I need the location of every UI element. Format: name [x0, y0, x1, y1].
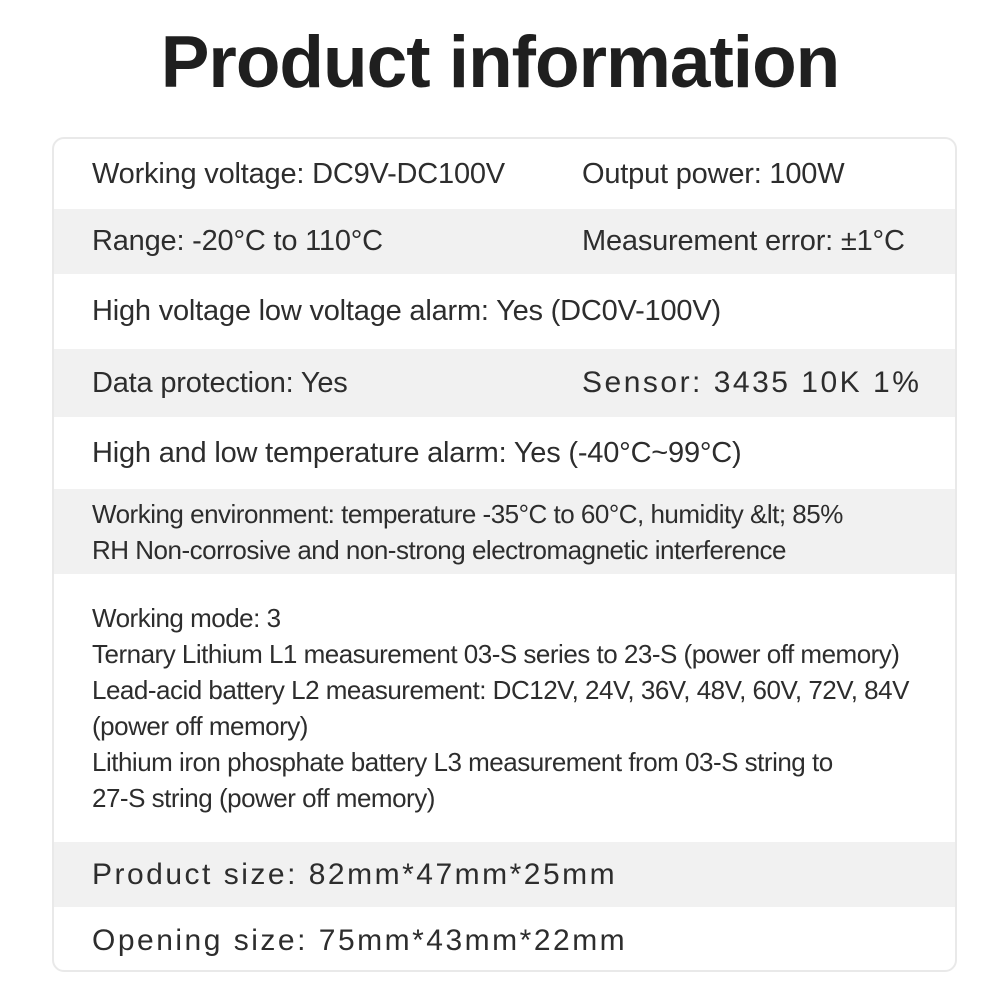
spec-environment: [92, 496, 843, 568]
page-title: Product information: [160, 22, 840, 103]
spec-sensor: Sensor: 3435 10K 1%: [582, 366, 922, 399]
spec-row-environment: [54, 489, 955, 574]
spec-working-mode-line: Lead-acid battery L2 measurement: DC12V, 24V, 36V, 48V, 60V, 72V, 84V: [92, 675, 909, 705]
spec-row-opening-size: [54, 907, 955, 972]
spec-working-mode-line: 27-S string (power off memory): [92, 783, 435, 813]
spec-row-working-mode: [54, 574, 955, 842]
spec-temp-alarm: High and low temperature alarm: Yes (-40°C~99°C): [92, 436, 742, 469]
spec-product-size: Product size: 82mm*47mm*25mm: [92, 857, 618, 891]
spec-working-mode: [92, 600, 909, 816]
spec-row-voltage-power: [54, 139, 955, 209]
spec-working-voltage: Working voltage: DC9V-DC100V: [92, 157, 505, 190]
spec-working-mode-line: (power off memory): [92, 711, 308, 741]
spec-table: [52, 137, 957, 972]
spec-data-protection: Data protection: Yes: [92, 366, 348, 399]
spec-hv-lv-alarm: High voltage low voltage alarm: Yes (DC0V-100V): [92, 295, 721, 327]
spec-row-product-size: [54, 842, 955, 907]
spec-working-mode-line: Ternary Lithium L1 measurement 03-S series to 23-S (power off memory): [92, 639, 900, 669]
spec-row-range-error: [54, 209, 955, 274]
spec-output-power: Output power: 100W: [582, 157, 845, 190]
spec-row-hv-lv-alarm: [54, 274, 955, 349]
spec-opening-size: Opening size: 75mm*43mm*22mm: [92, 923, 628, 957]
spec-measurement-error: Measurement error: ±1°C: [582, 225, 905, 257]
spec-row-temp-alarm: [54, 417, 955, 489]
spec-environment-line: Working environment: temperature -35°C to 60°C, humidity &lt; 85%: [92, 498, 843, 529]
spec-range: Range: -20°C to 110°C: [92, 225, 383, 257]
spec-working-mode-line: Working mode: 3: [92, 603, 281, 633]
spec-environment-line: RH Non-corrosive and non-strong electromagnetic interference: [92, 534, 787, 565]
spec-working-mode-line: Lithium iron phosphate battery L3 measurement from 03-S string to: [92, 747, 833, 777]
spec-row-data-sensor: [54, 349, 955, 417]
